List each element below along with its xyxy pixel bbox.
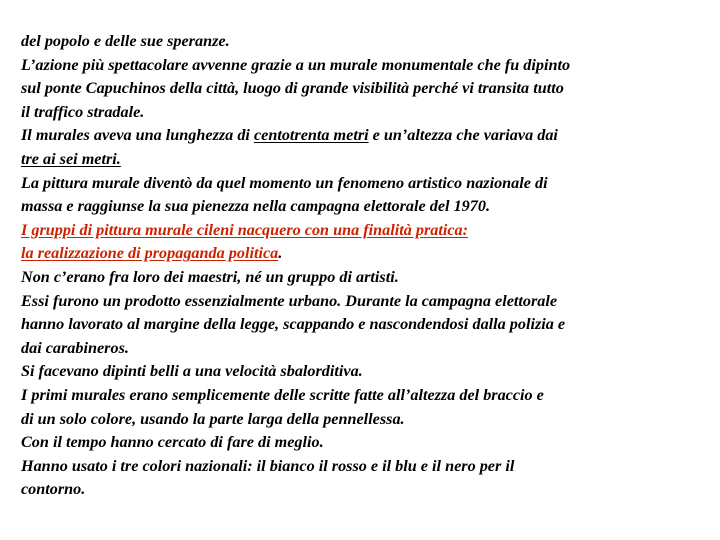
- highlighted-line: I gruppi di pittura murale cileni nacquero con una finalità pratica:: [21, 220, 469, 239]
- text-line: contorno.: [21, 480, 86, 499]
- underlined-height: tre ai sei metri.: [21, 149, 121, 168]
- text-line: Si facevano dipinti belli a una velocità sbalorditiva.: [21, 362, 363, 381]
- text-line: sul ponte Capuchinos della città, luogo di grande visibilità perché vi transita tutto: [21, 79, 564, 98]
- text-line: hanno lavorato al margine della legge, scappando e nascondendosi dalla polizia e: [21, 315, 566, 334]
- text-line: [21, 124, 720, 148]
- underlined-length: centotrenta metri: [253, 126, 369, 145]
- text-line: massa e raggiunse la sua pienezza nella campagna elettorale del 1970.: [21, 197, 490, 216]
- highlighted-propaganda: la realizzazione di propaganda politica: [21, 244, 279, 263]
- text-segment: .: [278, 244, 283, 263]
- text-line: dai carabineros.: [21, 338, 129, 357]
- text-line: il traffico stradale.: [21, 102, 145, 121]
- text-line: [21, 242, 720, 266]
- text-segment: Il murales aveva una lunghezza di: [21, 126, 254, 145]
- text-line: Hanno usato i tre colori nazionali: il bianco il rosso e il blu e il nero per il: [21, 456, 515, 475]
- text-line: La pittura murale diventò da quel momento un fenomeno artistico nazionale di: [21, 173, 548, 192]
- text-line: Essi furono un prodotto essenzialmente urbano. Durante la campagna elettorale: [21, 291, 558, 310]
- text-line: del popolo e delle sue speranze.: [21, 32, 230, 50]
- text-line: I primi murales erano semplicemente delle scritte fatte all’altezza del braccio e: [21, 385, 544, 404]
- text-line: L’azione più spettacolare avvenne grazie a un murale monumentale che fu dipinto: [21, 55, 571, 74]
- text-line: di un solo colore, usando la parte larga della pennellessa.: [21, 409, 405, 428]
- text-segment: e un’altezza che variava dai: [368, 126, 558, 145]
- text-line: Non c’erano fra loro dei maestri, né un gruppo di artisti.: [21, 267, 399, 286]
- text-line: Con il tempo hanno cercato di fare di meglio.: [21, 433, 324, 452]
